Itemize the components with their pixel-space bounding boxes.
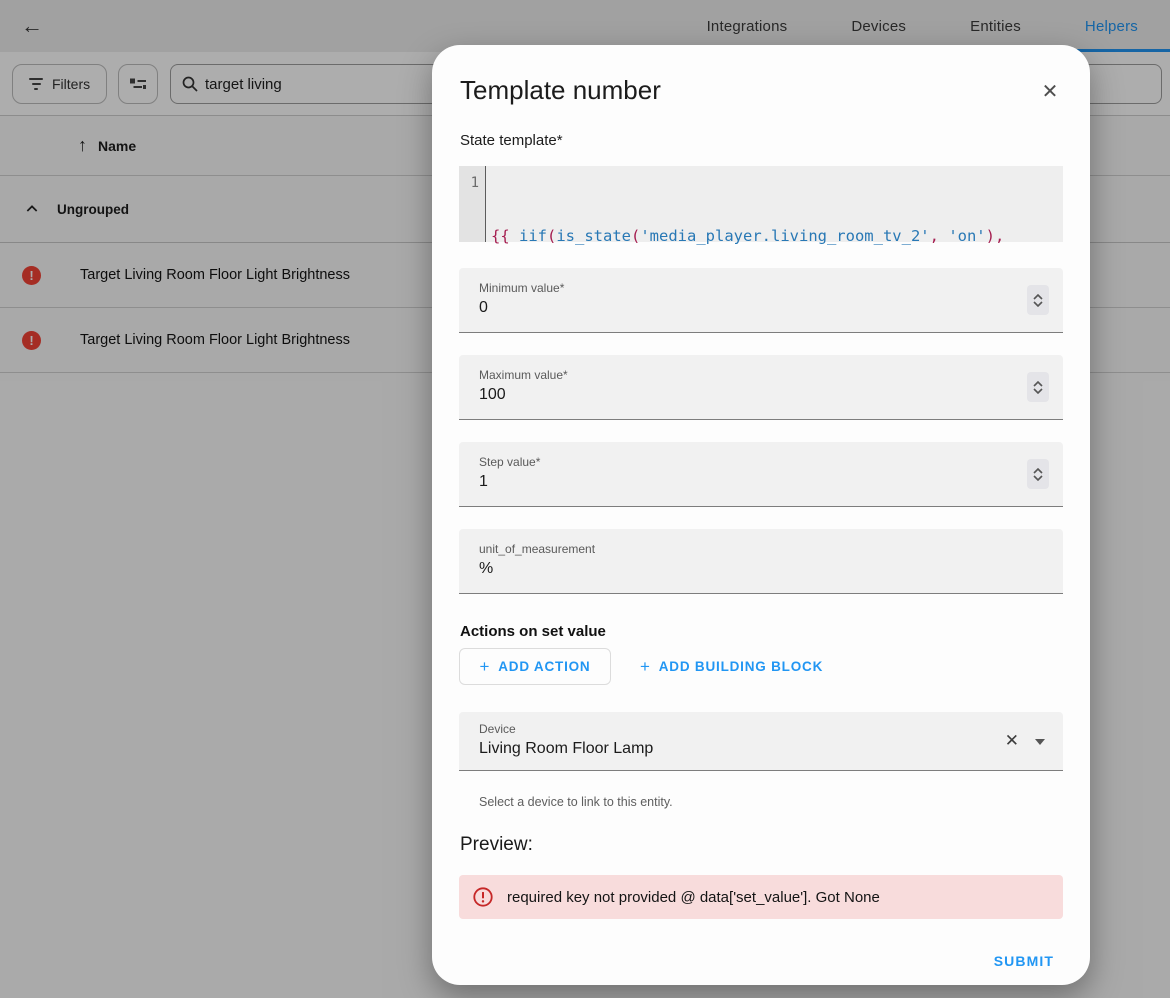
minimum-value-field[interactable] [459, 268, 1063, 333]
template-number-dialog [432, 45, 1090, 985]
number-stepper[interactable] [1027, 459, 1049, 489]
editor-gutter [459, 166, 486, 242]
field-value: 100 [479, 386, 506, 403]
device-helper-text: Select a device to link to this entity. [479, 795, 673, 809]
add-action-label: ADD ACTION [498, 659, 591, 674]
tab-integrations[interactable]: Integrations [706, 17, 788, 35]
search-value: target living [205, 75, 282, 93]
plus-icon: + [640, 656, 651, 676]
step-value-field[interactable] [459, 442, 1063, 507]
back-arrow-icon: ← [21, 13, 43, 38]
tab-devices[interactable]: Devices [851, 17, 907, 35]
state-template-code-editor[interactable] [459, 166, 1063, 245]
editor-code [486, 166, 1063, 245]
close-icon: ✕ [1041, 80, 1059, 103]
plus-icon: + [479, 656, 491, 676]
code-line: {{ iif(is_state('media_player.living_room_tv_2', 'on'), [491, 227, 1005, 245]
stepper-up-icon [1033, 381, 1043, 387]
field-label: Maximum value* [479, 368, 568, 382]
tab-helpers[interactable]: Helpers [1053, 0, 1170, 52]
field-label: unit_of_measurement [479, 542, 596, 556]
error-message: required key not provided @ data['set_value']. Got None [507, 888, 880, 906]
field-value: 1 [479, 473, 488, 490]
add-action-button[interactable] [459, 648, 611, 685]
stepper-up-icon [1033, 468, 1043, 474]
error-icon: ! [22, 331, 41, 350]
device-picker-field[interactable] [459, 712, 1063, 771]
add-building-block-label: ADD BUILDING BLOCK [658, 659, 824, 674]
field-label: Minimum value* [479, 281, 565, 295]
actions-heading: Actions on set value [460, 623, 606, 640]
add-building-block-button[interactable] [628, 648, 835, 685]
close-button[interactable] [1036, 77, 1064, 105]
field-label: Step value* [479, 455, 541, 469]
alert-circle-icon [472, 886, 494, 908]
error-icon: ! [22, 266, 41, 285]
state-template-label: State template* [460, 132, 563, 149]
field-label: Device [479, 722, 516, 736]
stepper-down-icon [1033, 475, 1043, 481]
preview-heading: Preview: [460, 834, 533, 855]
column-header-name[interactable]: Name [98, 137, 137, 154]
helper-name: Target Living Room Floor Light Brightness [80, 267, 350, 283]
unit-of-measurement-field[interactable] [459, 529, 1063, 594]
number-stepper[interactable] [1027, 372, 1049, 402]
tab-entities[interactable]: Entities [970, 17, 1021, 35]
number-stepper[interactable] [1027, 285, 1049, 315]
maximum-value-field[interactable] [459, 355, 1063, 420]
stepper-down-icon [1033, 301, 1043, 307]
filters-label: Filters [52, 76, 91, 92]
submit-button[interactable]: SUBMIT [993, 953, 1054, 969]
helper-name: Target Living Room Floor Light Brightness [80, 332, 350, 348]
stepper-up-icon [1033, 294, 1043, 300]
clear-device-button[interactable]: ✕ [1004, 731, 1019, 750]
dropdown-caret-icon[interactable] [1035, 739, 1045, 745]
sort-ascending-icon[interactable]: ↑ [78, 135, 87, 155]
stepper-down-icon [1033, 388, 1043, 394]
error-alert [459, 875, 1063, 919]
field-value: 0 [479, 299, 488, 316]
group-label: Ungrouped [57, 201, 129, 217]
field-value: % [479, 560, 494, 577]
line-number: 1 [470, 175, 479, 191]
dialog-title: Template number [460, 75, 661, 105]
field-value: Living Room Floor Lamp [479, 740, 654, 757]
